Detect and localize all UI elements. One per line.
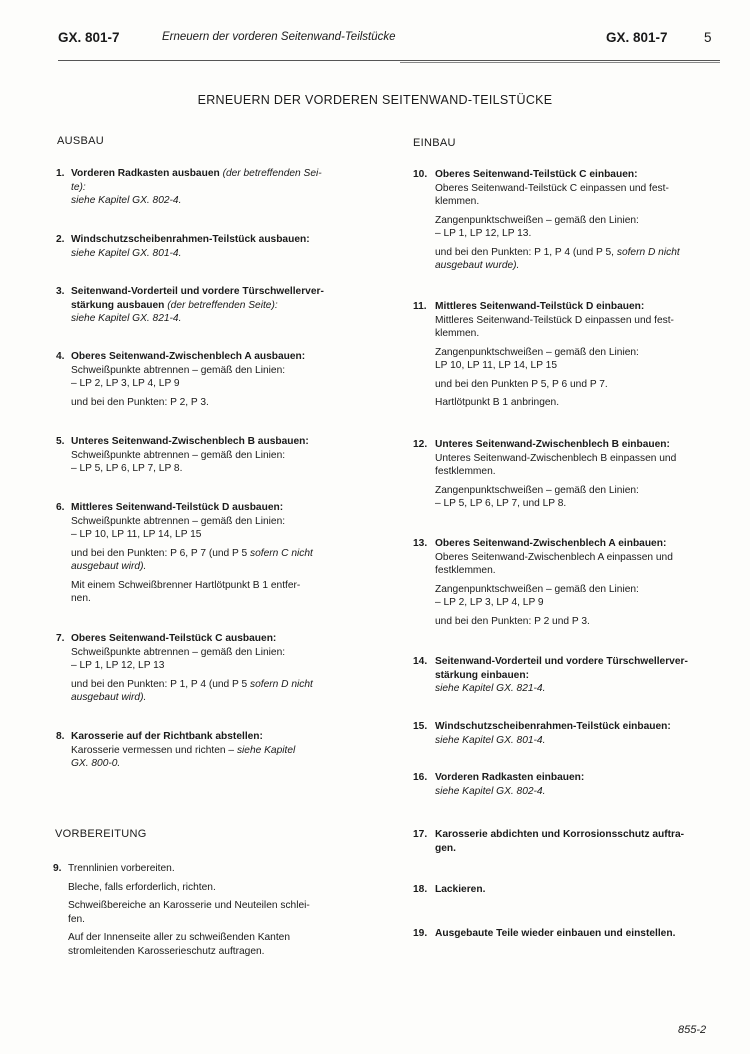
step-text: fen. xyxy=(68,913,85,925)
step-number: 18. xyxy=(413,884,428,895)
chapter-reference: siehe Kapitel GX. 821-4. xyxy=(71,313,182,324)
step-text: und bei den Punkten: P 1, P 4 (und P 5, xyxy=(435,246,614,258)
chapter-reference: GX. 800-0. xyxy=(71,758,121,769)
step-number: 7. xyxy=(56,633,65,644)
chapter-reference: siehe Kapitel GX. 801-4. xyxy=(71,247,182,259)
step-text: Mit einem Schweißbrenner Hartlötpunkt B 1 entfer- xyxy=(71,579,301,591)
step-number: 1. xyxy=(56,168,65,179)
step-title: Unteres Seitenwand-Zwischenblech B einbauen: xyxy=(435,439,670,450)
step-text: – LP 2, LP 3, LP 4, LP 9 xyxy=(435,597,544,608)
step-text: – LP 1, LP 12, LP 13 xyxy=(71,660,165,671)
step-text: festklemmen. xyxy=(435,466,496,477)
step-number: 12. xyxy=(413,439,428,450)
step-title: Mittleres Seitenwand-Teilstück D einbauen: xyxy=(435,301,645,312)
step-text: Zangenpunktschweißen – gemäß den Linien: xyxy=(435,214,639,226)
step-note: te): xyxy=(71,181,86,193)
step-text: Bleche, falls erforderlich, richten. xyxy=(68,881,216,893)
chapter-reference: siehe Kapitel GX. 802-4. xyxy=(435,785,546,797)
step-title: Vorderen Radkasten einbauen: xyxy=(435,772,585,783)
section-heading-vorbereitung: VORBEREITUNG xyxy=(55,828,147,840)
step-title: Oberes Seitenwand-Zwischenblech A einbauen: xyxy=(435,538,667,549)
step-title: Oberes Seitenwand-Teilstück C einbauen: xyxy=(435,169,638,180)
step-text: Schweißpunkte abtrennen – gemäß den Linien: xyxy=(71,449,286,461)
step-note: sofern C nicht xyxy=(250,547,313,559)
step-number: 2. xyxy=(56,234,65,245)
step-title: stärkung ausbauen xyxy=(71,299,165,311)
section-heading-ausbau: AUSBAU xyxy=(57,135,105,147)
step-title: Seitenwand-Vorderteil und vordere Türschwellerver- xyxy=(71,286,324,297)
step-text: Oberes Seitenwand-Teilstück C einpassen und fest- xyxy=(435,182,669,194)
step-text: Mittleres Seitenwand-Teilstück D einpassen und fest- xyxy=(435,314,674,326)
step-title: Mittleres Seitenwand-Teilstück D ausbauen: xyxy=(71,502,284,513)
step-title: Seitenwand-Vorderteil und vordere Türschwellerver- xyxy=(435,656,688,667)
step-number: 9. xyxy=(53,863,62,874)
page-number: 5 xyxy=(704,30,712,45)
step-text: und bei den Punkten: P 1, P 4 (und P 5 xyxy=(71,678,248,690)
chapter-reference: siehe Kapitel GX. 801-4. xyxy=(435,734,546,746)
step-text: – LP 5, LP 6, LP 7, LP 8. xyxy=(71,463,183,474)
step-note: ausgebaut wird). xyxy=(71,692,147,703)
step-text: und bei den Punkten: P 2 und P 3. xyxy=(435,615,590,627)
step-title: Karosserie abdichten und Korrosionsschutz auftra- xyxy=(435,829,685,840)
section-heading-einbau: EINBAU xyxy=(413,137,456,149)
step-text: Auf der Innenseite aller zu schweißenden Kanten xyxy=(68,932,291,943)
document-code: GX. 801-7 xyxy=(58,30,120,45)
step-note: ausgebaut wurde). xyxy=(435,260,520,271)
step-text: – LP 2, LP 3, LP 4, LP 9 xyxy=(71,378,180,389)
step-text: nen. xyxy=(71,593,91,604)
step-text: festklemmen. xyxy=(435,565,496,576)
step-text: Schweißbereiche an Karosserie und Neuteilen schlei- xyxy=(68,900,310,911)
step-note: ausgebaut wird). xyxy=(71,561,147,572)
page-title: ERNEUERN DER VORDEREN SEITENWAND-TEILSTÜCKE xyxy=(197,93,553,107)
step-text: Schweißpunkte abtrennen – gemäß den Linien: xyxy=(71,364,286,376)
step-number: 10. xyxy=(413,169,428,180)
step-title: gen. xyxy=(435,842,456,854)
step-number: 14. xyxy=(413,656,428,667)
step-title: Ausgebaute Teile wieder einbauen und einstellen. xyxy=(435,928,676,939)
step-note: (der betreffenden Seite): xyxy=(167,299,278,311)
page-header xyxy=(58,30,718,50)
step-note: sofern D nicht xyxy=(616,246,680,258)
footer-code: 855-2 xyxy=(678,1024,707,1036)
chapter-reference: siehe Kapitel GX. 802-4. xyxy=(71,195,182,206)
step-title: Unteres Seitenwand-Zwischenblech B ausbauen: xyxy=(71,436,309,447)
step-text: Zangenpunktschweißen – gemäß den Linien: xyxy=(435,346,639,358)
step-text: Schweißpunkte abtrennen – gemäß den Linien: xyxy=(71,646,286,658)
step-text: Schweißpunkte abtrennen – gemäß den Linien: xyxy=(71,515,286,527)
header-title: Erneuern der vorderen Seitenwand-Teilstücke xyxy=(162,31,396,43)
step-number: 15. xyxy=(413,721,428,732)
step-text: LP 10, LP 11, LP 14, LP 15 xyxy=(435,360,557,371)
step-number: 6. xyxy=(56,502,65,513)
step-note: sofern D nicht xyxy=(250,678,313,690)
step-text: Zangenpunktschweißen – gemäß den Linien: xyxy=(435,583,639,595)
step-title: Windschutzscheibenrahmen-Teilstück ausbauen: xyxy=(71,234,310,245)
step-text: Oberes Seitenwand-Zwischenblech A einpassen und xyxy=(435,551,673,563)
step-text: Karosserie vermessen und richten – xyxy=(71,744,235,756)
step-title: Oberes Seitenwand-Zwischenblech A ausbauen: xyxy=(71,351,306,362)
step-number: 17. xyxy=(413,829,428,840)
step-title: Windschutzscheibenrahmen-Teilstück einbauen: xyxy=(435,721,671,732)
document-code-right: GX. 801-7 xyxy=(606,30,668,45)
step-text: – LP 1, LP 12, LP 13. xyxy=(435,228,532,239)
step-title: Lackieren. xyxy=(435,884,486,895)
step-number: 8. xyxy=(56,731,65,742)
step-title: stärkung einbauen: xyxy=(435,669,529,681)
chapter-reference: siehe Kapitel GX. 821-4. xyxy=(435,683,546,694)
step-text: – LP 10, LP 11, LP 14, LP 15 xyxy=(71,529,202,540)
step-text: und bei den Punkten: P 6, P 7 (und P 5 xyxy=(71,547,248,559)
step-text: Zangenpunktschweißen – gemäß den Linien: xyxy=(435,484,639,496)
step-text: Unteres Seitenwand-Zwischenblech B einpassen und xyxy=(435,452,677,464)
step-text: und bei den Punkten P 5, P 6 und P 7. xyxy=(435,378,608,390)
step-text: und bei den Punkten: P 2, P 3. xyxy=(71,396,209,408)
step-number: 5. xyxy=(56,436,65,447)
step-number: 4. xyxy=(56,351,65,362)
step-text: klemmen. xyxy=(435,328,480,339)
step-number: 3. xyxy=(56,286,65,297)
step-text: stromleitenden Karosserieschutz auftragen. xyxy=(68,945,265,957)
step-number: 19. xyxy=(413,928,428,939)
step-text: klemmen. xyxy=(435,196,480,207)
step-text: – LP 5, LP 6, LP 7, und LP 8. xyxy=(435,498,567,509)
step-number: 11. xyxy=(413,301,427,312)
step-title: Oberes Seitenwand-Teilstück C ausbauen: xyxy=(71,633,277,644)
step-title: Karosserie auf der Richtbank abstellen: xyxy=(71,731,263,742)
step-title: Vorderen Radkasten ausbauen xyxy=(71,168,220,179)
step-note: (der betreffenden Sei- xyxy=(222,168,322,179)
step-number: 16. xyxy=(413,772,428,783)
chapter-reference: siehe Kapitel xyxy=(236,744,296,756)
step-text: Trennlinien vorbereiten. xyxy=(68,863,175,874)
step-number: 13. xyxy=(413,538,428,549)
step-text: Hartlötpunkt B 1 anbringen. xyxy=(435,397,560,408)
list-item xyxy=(56,167,346,208)
header-rule xyxy=(58,60,720,61)
header-rule-secondary xyxy=(400,62,720,63)
